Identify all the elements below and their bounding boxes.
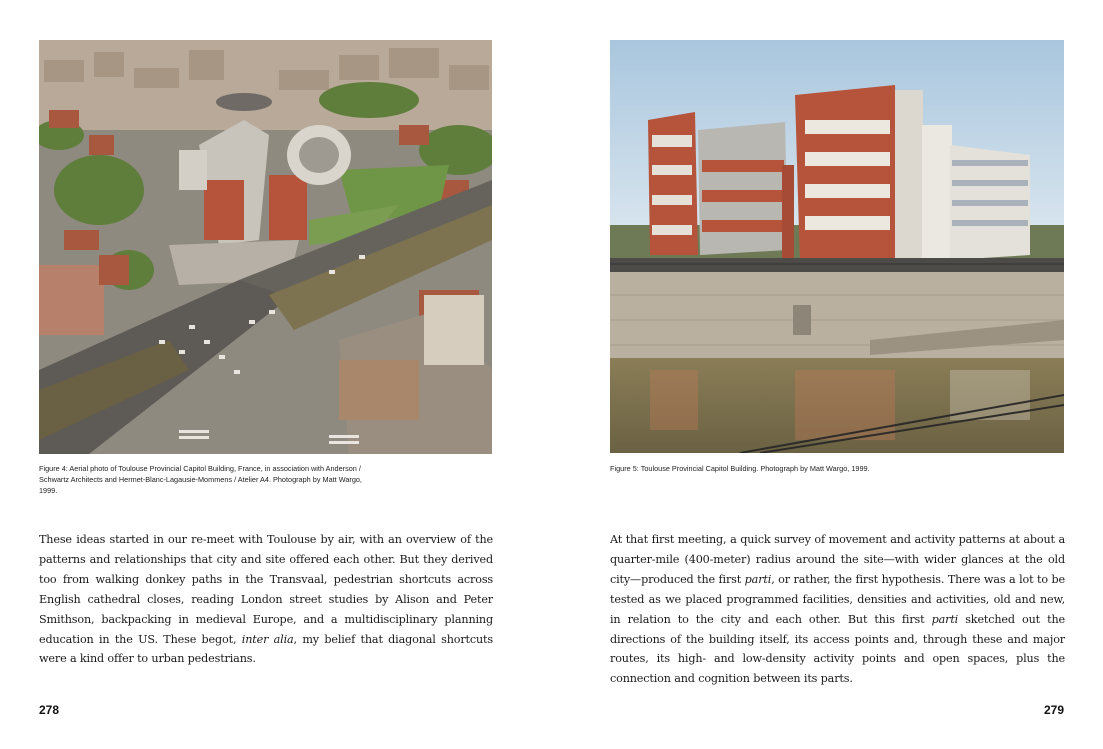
page-number-left: 278 <box>39 703 60 717</box>
right-page <box>551 0 1103 749</box>
figure-4-caption: Figure 4: Aerial photo of Toulouse Provincial Capitol Building, France, in association with Anderson / Schwartz Architects and Hermet-Blanc-Lagausie-Mommens / Atelier A4. Photograph by Matt Wargo, 1999. <box>39 464 362 495</box>
left-paragraph-text-1: These ideas started in our re-meet with Toulouse by air, with an overview of the patterns and relationships that city and site offered each other. But they derived too from walking donkey paths in the Transvaal, pedestrian shortcuts across English cathedral closes, reading London street studies by Alison and Peter Smithson, backpacking in medieval Europe, and a multidisciplinary planning education in the US. These begot, <box>39 533 493 646</box>
building-photo-illustration <box>610 40 1064 453</box>
left-body-text <box>39 530 493 669</box>
aerial-photo <box>39 40 492 454</box>
left-paragraph-italic-1: inter alia <box>241 632 294 646</box>
left-paragraph <box>39 530 493 669</box>
right-paragraph-italic-1: parti <box>744 572 772 586</box>
right-paragraph <box>610 530 1065 689</box>
right-paragraph-text-1: At that first meeting, a quick survey of movement and activity patterns at about a quarter-mile (400-meter) radius around the site—with wider glances at the old city—produced the first <box>610 533 1065 586</box>
right-paragraph-text-2: , or rather, the first hypothesis. There was a lot to be tested as we placed programmed facilities, densities and activities, old and new, in relation to the city and each other. But this first <box>610 572 1065 626</box>
aerial-photo-illustration <box>39 40 492 454</box>
left-page <box>0 0 551 749</box>
figure-5-caption: Figure 5: Toulouse Provincial Capitol Building. Photograph by Matt Wargo, 1999. <box>610 464 870 473</box>
right-body-text <box>610 530 1065 689</box>
right-paragraph-italic-2: parti <box>931 612 959 626</box>
building-photo <box>610 40 1064 453</box>
page-number-right: 279 <box>1043 703 1064 717</box>
right-paragraph-text-3: sketched out the directions of the building itself, its access points and, through these and major routes, its high- and low-density activity points and open spaces, plus the connection and cognition between its parts. <box>610 612 1065 686</box>
left-paragraph-text-2: , my belief that diagonal shortcuts were a kind offer to urban pedestrians. <box>39 632 493 666</box>
